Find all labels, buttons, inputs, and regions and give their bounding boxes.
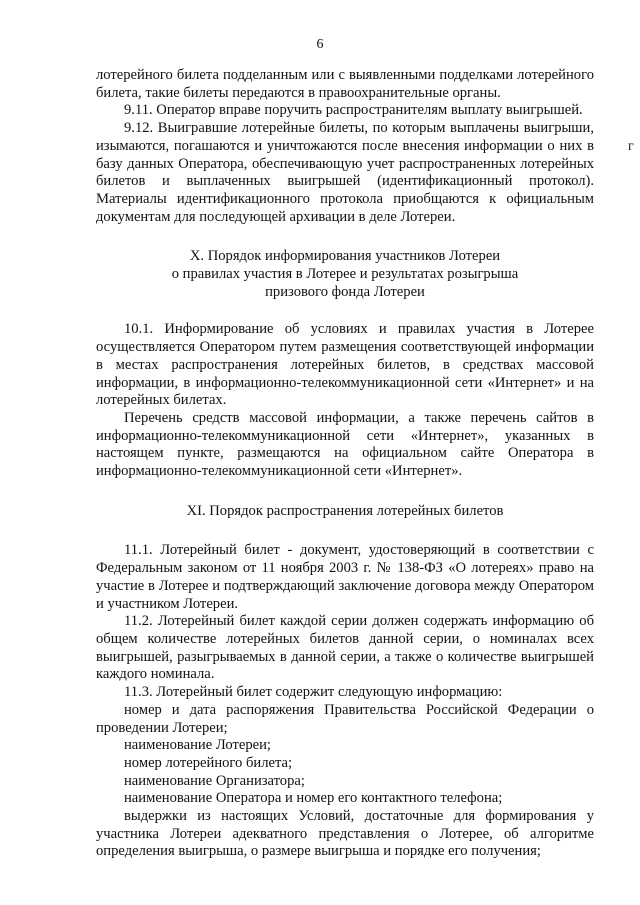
list-item-organizer-name: наименование Организатора;	[124, 772, 305, 789]
list-item-excerpts: выдержки из настоящих Условий, достаточные для формирования у участника Лотереи адекватного представления о Лотерее, об алгоритме определения выигрыша, о размере выигрыша и порядке его получения;	[96, 808, 594, 860]
section-x-heading-line-2: о правилах участия в Лотерее и результатах розыгрыша	[171, 266, 519, 283]
section-xi-heading-line: XI. Порядок распространения лотерейных билетов	[186, 502, 504, 519]
section-x-heading-line-1: X. Порядок информирования участников Лотереи	[189, 248, 501, 265]
list-item-order-number: номер и дата распоряжения Правительства Российской Федерации о проведении Лотереи;	[96, 701, 594, 736]
list-item-operator-name: наименование Оператора и номер его контактного телефона;	[124, 790, 503, 807]
paragraph-11-3: 11.3. Лотерейный билет содержит следующую информацию:	[124, 684, 503, 701]
paragraph-11-2: 11.2. Лотерейный билет каждой серии должен содержать информацию об общем количестве лотерейных билетов данной серии, о номиналах всех выигрышей, разыгрываемых в данной серии, а также о количестве выигрышей каждого номинала.	[96, 613, 594, 683]
paragraph-10-1: 10.1. Информирование об условиях и правилах участия в Лотерее осуществляется Оператором путем размещения соответствующей информации в местах распространения лотерейных билетов, в средствах массовой информации, в информационно-телекоммуникационной сети «Интернет» и на лотерейных билетах.	[96, 321, 594, 409]
paragraph-11-1: 11.1. Лотерейный билет - документ, удостоверяющий в соответствии с Федеральным законом от 11 ноября 2003 г. № 138-ФЗ «О лотереях» право на участие в Лотерее и подтверждающий заключение договора между Оператором и участником Лотереи.	[96, 542, 594, 612]
section-xi-heading	[96, 503, 594, 521]
list-item-ticket-number: номер лотерейного билета;	[124, 754, 293, 771]
paragraph-continuation: лотерейного билета подделанным или с выявленными подделками лотерейного билета, такие билеты передаются в правоохранительные органы.	[96, 67, 594, 101]
section-x-heading	[96, 248, 594, 301]
paragraph-9-12: 9.12. Выигравшие лотерейные билеты, по которым выплачены выигрыши, изымаются, погашаются и уничтожаются после внесения информации о них в базу данных Оператора, обеспечивающую учет распространенных лотерейных билетов и выплаченных выигрышей (идентификационный протокол). Материалы идентификационного протокола приобщаются к официальным документам для последующей архивации в деле Лотереи.	[96, 120, 594, 225]
paragraph-media-list: Перечень средств массовой информации, а также перечень сайтов в информационно-телекоммуникационной сети «Интернет», указанных в настоящем пункте, размещаются на официальном сайте Оператора в информационно-телекоммуникационной сети «Интернет».	[96, 409, 594, 480]
document-body	[96, 67, 594, 861]
section-x-heading-line-3: призового фонда Лотереи	[265, 283, 425, 300]
margin-mark: г	[628, 139, 634, 154]
page-number: 6	[316, 37, 324, 52]
paragraph-9-11: 9.11. Оператор вправе поручить распространителям выплату выигрышей.	[124, 102, 583, 119]
list-item-lottery-name: наименование Лотереи;	[124, 737, 271, 754]
